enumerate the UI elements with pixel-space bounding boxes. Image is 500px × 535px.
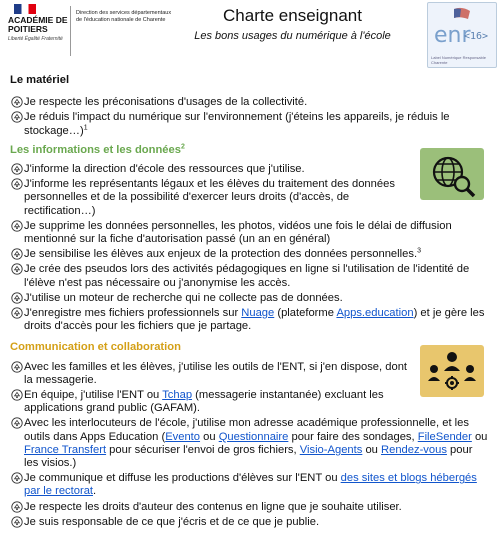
list-item bbox=[10, 361, 488, 387]
item-text: J'enregistre mes fichiers professionnels sur Nuage (plateforme Apps.education) et je gère les droits d'accès pour les fichiers que je partage. bbox=[24, 307, 485, 333]
motto: Liberté Égalité Fraternité bbox=[8, 36, 63, 42]
questionnaire-link[interactable]: Questionnaire bbox=[218, 430, 289, 443]
list-item bbox=[10, 501, 488, 514]
section-title-communication: Communication et collaboration bbox=[10, 341, 181, 354]
bullet-recycle-icon bbox=[10, 111, 24, 123]
apps-education-link[interactable]: Apps.education bbox=[336, 307, 414, 320]
enr-label-logo bbox=[427, 2, 497, 68]
page-title: Charte enseignant bbox=[223, 6, 362, 25]
visio-agents-link[interactable]: Visio-Agents bbox=[299, 443, 363, 456]
list-item bbox=[10, 96, 488, 109]
evento-link[interactable]: Evento bbox=[165, 430, 201, 443]
bullet-recycle-icon bbox=[10, 472, 24, 484]
header-divider bbox=[70, 6, 71, 56]
bullet-recycle-icon bbox=[10, 516, 24, 528]
list-item bbox=[10, 111, 488, 137]
marianne-flag-icon bbox=[14, 4, 36, 14]
item-text: Je supprime les données personnelles, les photos, vidéos une fois le délai de diffusion mentionné sur la fiche d'autorisation passé (un an en général) bbox=[24, 219, 452, 246]
list-item bbox=[10, 248, 488, 261]
flag-icon bbox=[452, 7, 472, 21]
enr-number: <16> bbox=[464, 31, 489, 42]
bullet-recycle-icon bbox=[10, 178, 24, 190]
item-text: Je communique et diffuse les productions d'élèves sur l'ENT ou des sites et blogs hébergés par le rectorat. bbox=[24, 472, 477, 498]
charter-content bbox=[10, 68, 488, 531]
bullet-recycle-icon bbox=[10, 501, 24, 513]
item-text: Je sensibilise les élèves aux enjeux de la protection des données personnelles.$^3$ bbox=[24, 247, 421, 261]
france-transfert-link[interactable]: France Transfert bbox=[24, 443, 107, 456]
bullet-recycle-icon bbox=[10, 96, 24, 108]
item-text: Je crée des pseudos lors des activités pédagogiques en ligne si l'utilisation de l'identité de l'élève n'est pas nécessaire ou j'anonymise les accès. bbox=[24, 263, 470, 289]
list-item bbox=[10, 163, 488, 176]
department-name: Direction des services départementaux de l'éducation nationale de Charente bbox=[76, 10, 172, 23]
header bbox=[0, 0, 500, 68]
list-item bbox=[10, 307, 488, 333]
list-item bbox=[10, 292, 488, 305]
item-text: Avec les familles et les élèves, j'utilise les outils de l'ENT, si j'en dispose, dont la messagerie. bbox=[24, 360, 408, 386]
enr-caption: Label Numérique Responsable Charente bbox=[431, 55, 486, 65]
section-title-materiel: Le matériel bbox=[10, 74, 70, 86]
bullet-recycle-icon bbox=[10, 389, 24, 401]
tchap-link[interactable]: Tchap bbox=[162, 389, 193, 402]
sites-blogs-link[interactable]: des sites et blogs hébergés par le rectorat bbox=[24, 472, 477, 498]
bullet-recycle-icon bbox=[10, 417, 24, 429]
bullet-recycle-icon bbox=[10, 307, 24, 319]
bullet-recycle-icon bbox=[10, 292, 24, 304]
bullet-recycle-icon bbox=[10, 220, 24, 232]
bullet-recycle-icon bbox=[10, 163, 24, 175]
section-title-donnees: Les informations et les données$^2$ bbox=[10, 143, 185, 156]
item-text: Je réduis l'impact du numérique sur l'environnement (j'éteins les appareils, je réduis le stockage…)$^1$ bbox=[24, 111, 450, 137]
list-item bbox=[10, 516, 488, 529]
bullet-recycle-icon bbox=[10, 263, 24, 275]
item-text: Je respecte les droits d'auteur des contenus en ligne que je souhaite utiliser. bbox=[24, 500, 402, 513]
list-item bbox=[10, 472, 488, 498]
list-item bbox=[10, 220, 488, 246]
enr-text: enr bbox=[434, 23, 471, 48]
filesender-link[interactable]: FileSender bbox=[417, 430, 472, 443]
academy-logo bbox=[6, 4, 78, 62]
rendez-vous-link[interactable]: Rendez-vous bbox=[381, 443, 447, 456]
list-item bbox=[10, 178, 488, 218]
item-text: Je suis responsable de ce que j'écris et de ce que je publie. bbox=[24, 515, 320, 528]
item-text: J'informe les représentants légaux et les élèves du traitement des données personnelles et de la possibilité d'exercer leurs droits (d'accès, de rectification…) bbox=[24, 178, 395, 217]
bullet-recycle-icon bbox=[10, 361, 24, 373]
item-text: En équipe, j'utilise l'ENT ou Tchap (messagerie instantanée) excluant les applications grand public (GAFAM). bbox=[24, 389, 384, 415]
nuage-link[interactable]: Nuage bbox=[241, 307, 275, 320]
item-text: J'informe la direction d'école des ressources que j'utilise. bbox=[24, 163, 305, 176]
page-subtitle: Les bons usages du numérique à l'école bbox=[194, 30, 391, 42]
bullet-recycle-icon bbox=[10, 248, 24, 260]
list-item bbox=[10, 263, 488, 289]
list-item bbox=[10, 417, 488, 470]
item-text: Je respecte les préconisations d'usages de la collectivité. bbox=[24, 96, 308, 109]
academy-name: ACADÉMIE DE POITIERS bbox=[8, 15, 68, 34]
item-text: Avec les interlocuteurs de l'école, j'utilise mon adresse académique professionnelle, et les outils dans Apps Education (Evento ou Questionnaire pour faire des sondages, FileSender ou France Transfert pour sécuriser l'envoi de gros fichiers, Visio-Agents ou Rendez-vous pour les visios.) bbox=[24, 417, 488, 470]
list-item bbox=[10, 389, 488, 415]
item-text: J'utilise un moteur de recherche qui ne collecte pas de données. bbox=[24, 291, 343, 304]
